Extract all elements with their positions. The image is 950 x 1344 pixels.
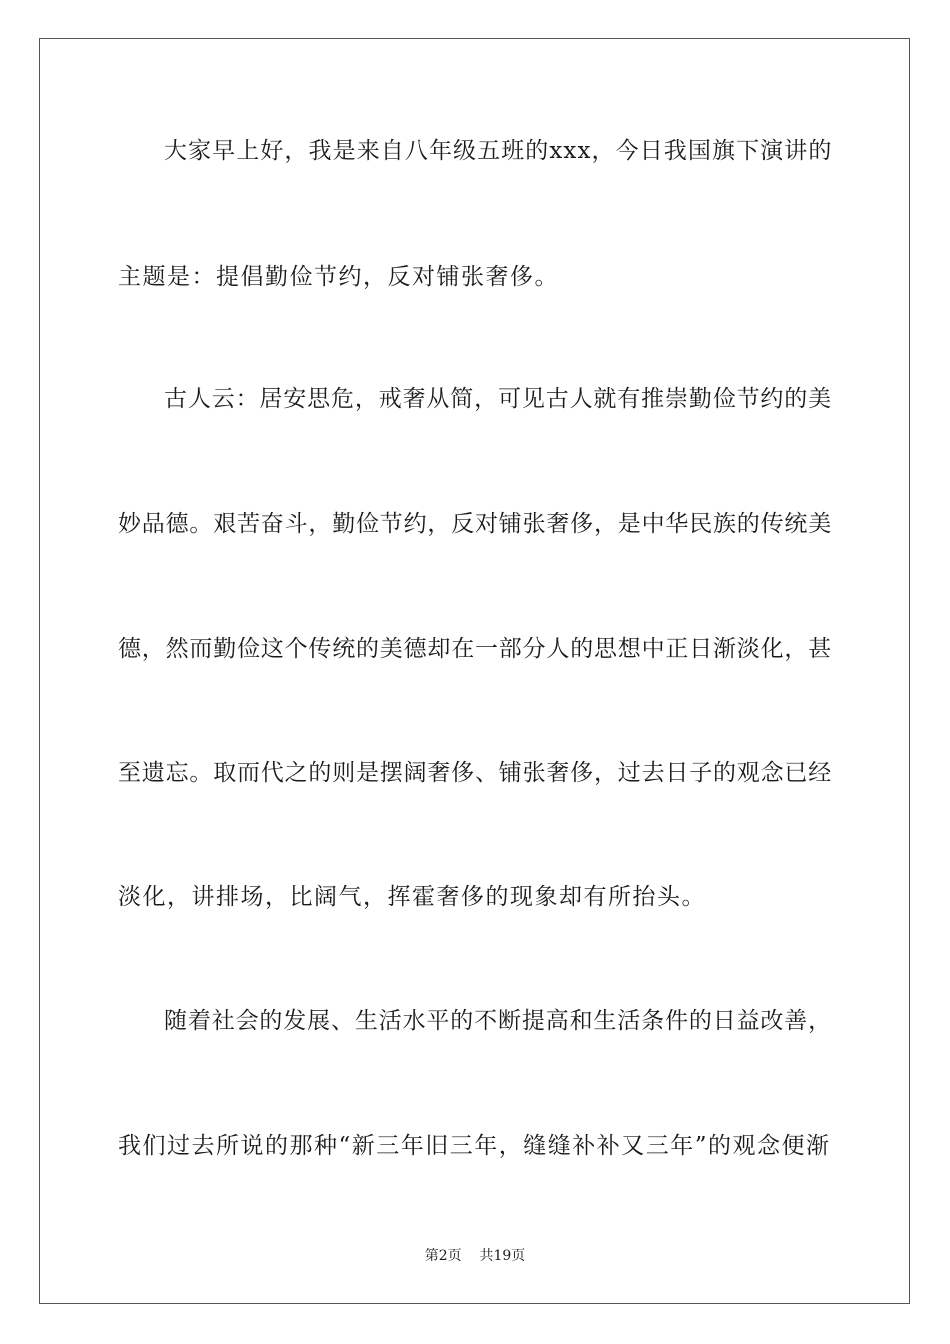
text-line: 至遗忘。取而代之的则是摆阔奢侈、铺张奢侈，过去日子的观念已经 (118, 760, 832, 786)
page-border (39, 38, 910, 1304)
page-number-footer: 第2页 共19页 (424, 1248, 526, 1264)
text-line: 大家早上好，我是来自八年级五班的xxx，今日我国旗下演讲的 (164, 138, 833, 164)
text-line: 古人云：居安思危，戒奢从简，可见古人就有推崇勤俭节约的美 (164, 386, 832, 412)
text-line: 我们过去所说的那种“新三年旧三年，缝缝补补又三年”的观念便渐 (118, 1133, 831, 1159)
text-line: 主题是：提倡勤俭节约，反对铺张奢侈。 (118, 264, 559, 290)
text-line: 随着社会的发展、生活水平的不断提高和生活条件的日益改善， (164, 1008, 832, 1034)
text-line: 妙品德。艰苦奋斗，勤俭节约，反对铺张奢侈，是中华民族的传统美 (118, 511, 832, 537)
text-line: 淡化，讲排场，比阔气，挥霍奢侈的现象却有所抬头。 (118, 884, 706, 910)
text-line: 德，然而勤俭这个传统的美德却在一部分人的思想中正日渐淡化，甚 (118, 636, 832, 662)
